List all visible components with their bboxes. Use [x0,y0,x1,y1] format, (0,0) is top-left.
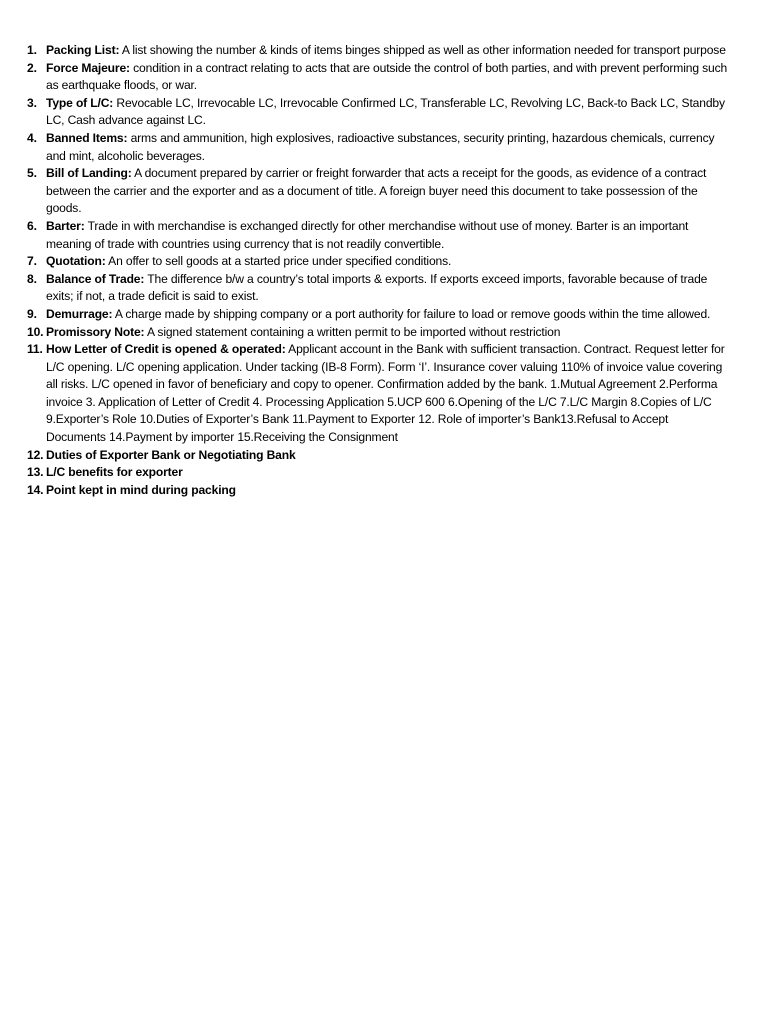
item-term: Packing List: [46,43,120,57]
list-item [27,130,728,165]
item-number: 3. [27,95,37,110]
item-description: A document prepared by carrier or freight forwarder that acts a receipt for the goods, as evidence of a contract between the carrier and the exporter and as a document of title. A foreign buyer need this document to take possession of the goods. [46,166,707,216]
item-number: 4. [27,130,37,145]
item-term: Force Majeure: [46,60,130,75]
item-description: Revocable LC, Irrevocable LC, Irrevocable Confirmed LC, Transferable LC, Revolving LC, Back-to Back LC, Standby LC, Cash advance against LC. [46,95,725,128]
item-term: Banned Items: [46,130,128,145]
list-item [27,306,728,324]
item-term: Duties of Exporter Bank or Negotiating Bank [46,447,296,462]
list-item [27,324,728,342]
list-item [27,95,728,130]
item-term: Point kept in mind during packing [46,482,236,497]
item-description: condition in a contract relating to acts that are outside the control of both parties, and with prevent performing such as earthquake floods, or war. [46,60,728,93]
item-description: An offer to sell goods at a started price under specified conditions. [105,254,452,269]
list-item [27,271,728,306]
item-term: Balance of Trade: [46,271,145,286]
item-description: A list showing the number & kinds of items binges shipped as well as other information needed for transport purpose [119,43,726,57]
item-description: Trade in with merchandise is exchanged directly for other merchandise without use of money. Barter is an important meaning of trade with countries using currency that is not readily convertible. [46,218,689,251]
item-number: 9. [27,306,37,321]
list-item [27,60,728,95]
item-number: 8. [27,271,37,286]
item-term: Bill of Landing: [46,166,132,181]
item-number: 2. [27,60,37,75]
item-description: A signed statement containing a written permit to be imported without restriction [144,324,561,339]
item-description: The difference b/w a country’s total imports & exports. If exports exceed imports, favorable because of trade exits; if not, a trade deficit is said to exist. [46,271,708,304]
item-description: arms and ammunition, high explosives, radioactive substances, security printing, hazardous chemicals, currency and mint, alcoholic beverages. [46,130,715,163]
item-number: 11. [27,342,43,357]
item-description: A charge made by shipping company or a port authority for failure to load or remove goods within the time allowed. [112,306,711,321]
item-number: 1. [27,43,37,57]
item-term: Barter: [46,218,85,233]
list-item [27,341,728,447]
list-item [27,464,728,482]
item-number: 6. [27,218,37,233]
list-item [27,447,728,465]
item-number: 7. [27,254,37,269]
definitions-list [27,42,728,499]
list-item [27,218,728,253]
item-term: Promissory Note: [46,324,145,339]
item-number: 5. [27,166,37,181]
item-term: L/C benefits for exporter [46,465,183,480]
item-term: Demurrage: [46,306,113,321]
item-term: How Letter of Credit is opened & operated: [46,342,286,357]
item-number: 13. [27,465,44,480]
list-item [27,253,728,271]
item-number: 12. [27,447,44,462]
list-item [27,482,728,500]
list-item [27,42,728,60]
item-description: Applicant account in the Bank with sufficient transaction. Contract. Request letter for L/C opening. L/C opening application. Under tacking (IB-8 Form). Form ‘I’. Insurance cover valuing 110% of invoice value covering all risks. L/C opened in favor of beneficiary and copy to opener. Confirmation added by the bank. 1.Mutual Agreement 2.Performa invoice 3. Application of Letter of Credit 4. Processing Application 5.UCP 600 6.Opening of the L/C 7.L/C Margin 8.Copies of L/C 9.Exporter’s Role 10.Duties of Exporter’s Bank 11.Payment to Exporter 12. Role of importer’s Bank13.Refusal to Accept Documents 14.Payment by importer 15.Receiving the Consignment [46,342,725,445]
item-number: 10. [27,324,44,339]
item-term: Quotation: [46,254,106,269]
item-number: 14. [27,482,44,497]
item-term: Type of L/C: [46,95,114,110]
list-item [27,165,728,218]
